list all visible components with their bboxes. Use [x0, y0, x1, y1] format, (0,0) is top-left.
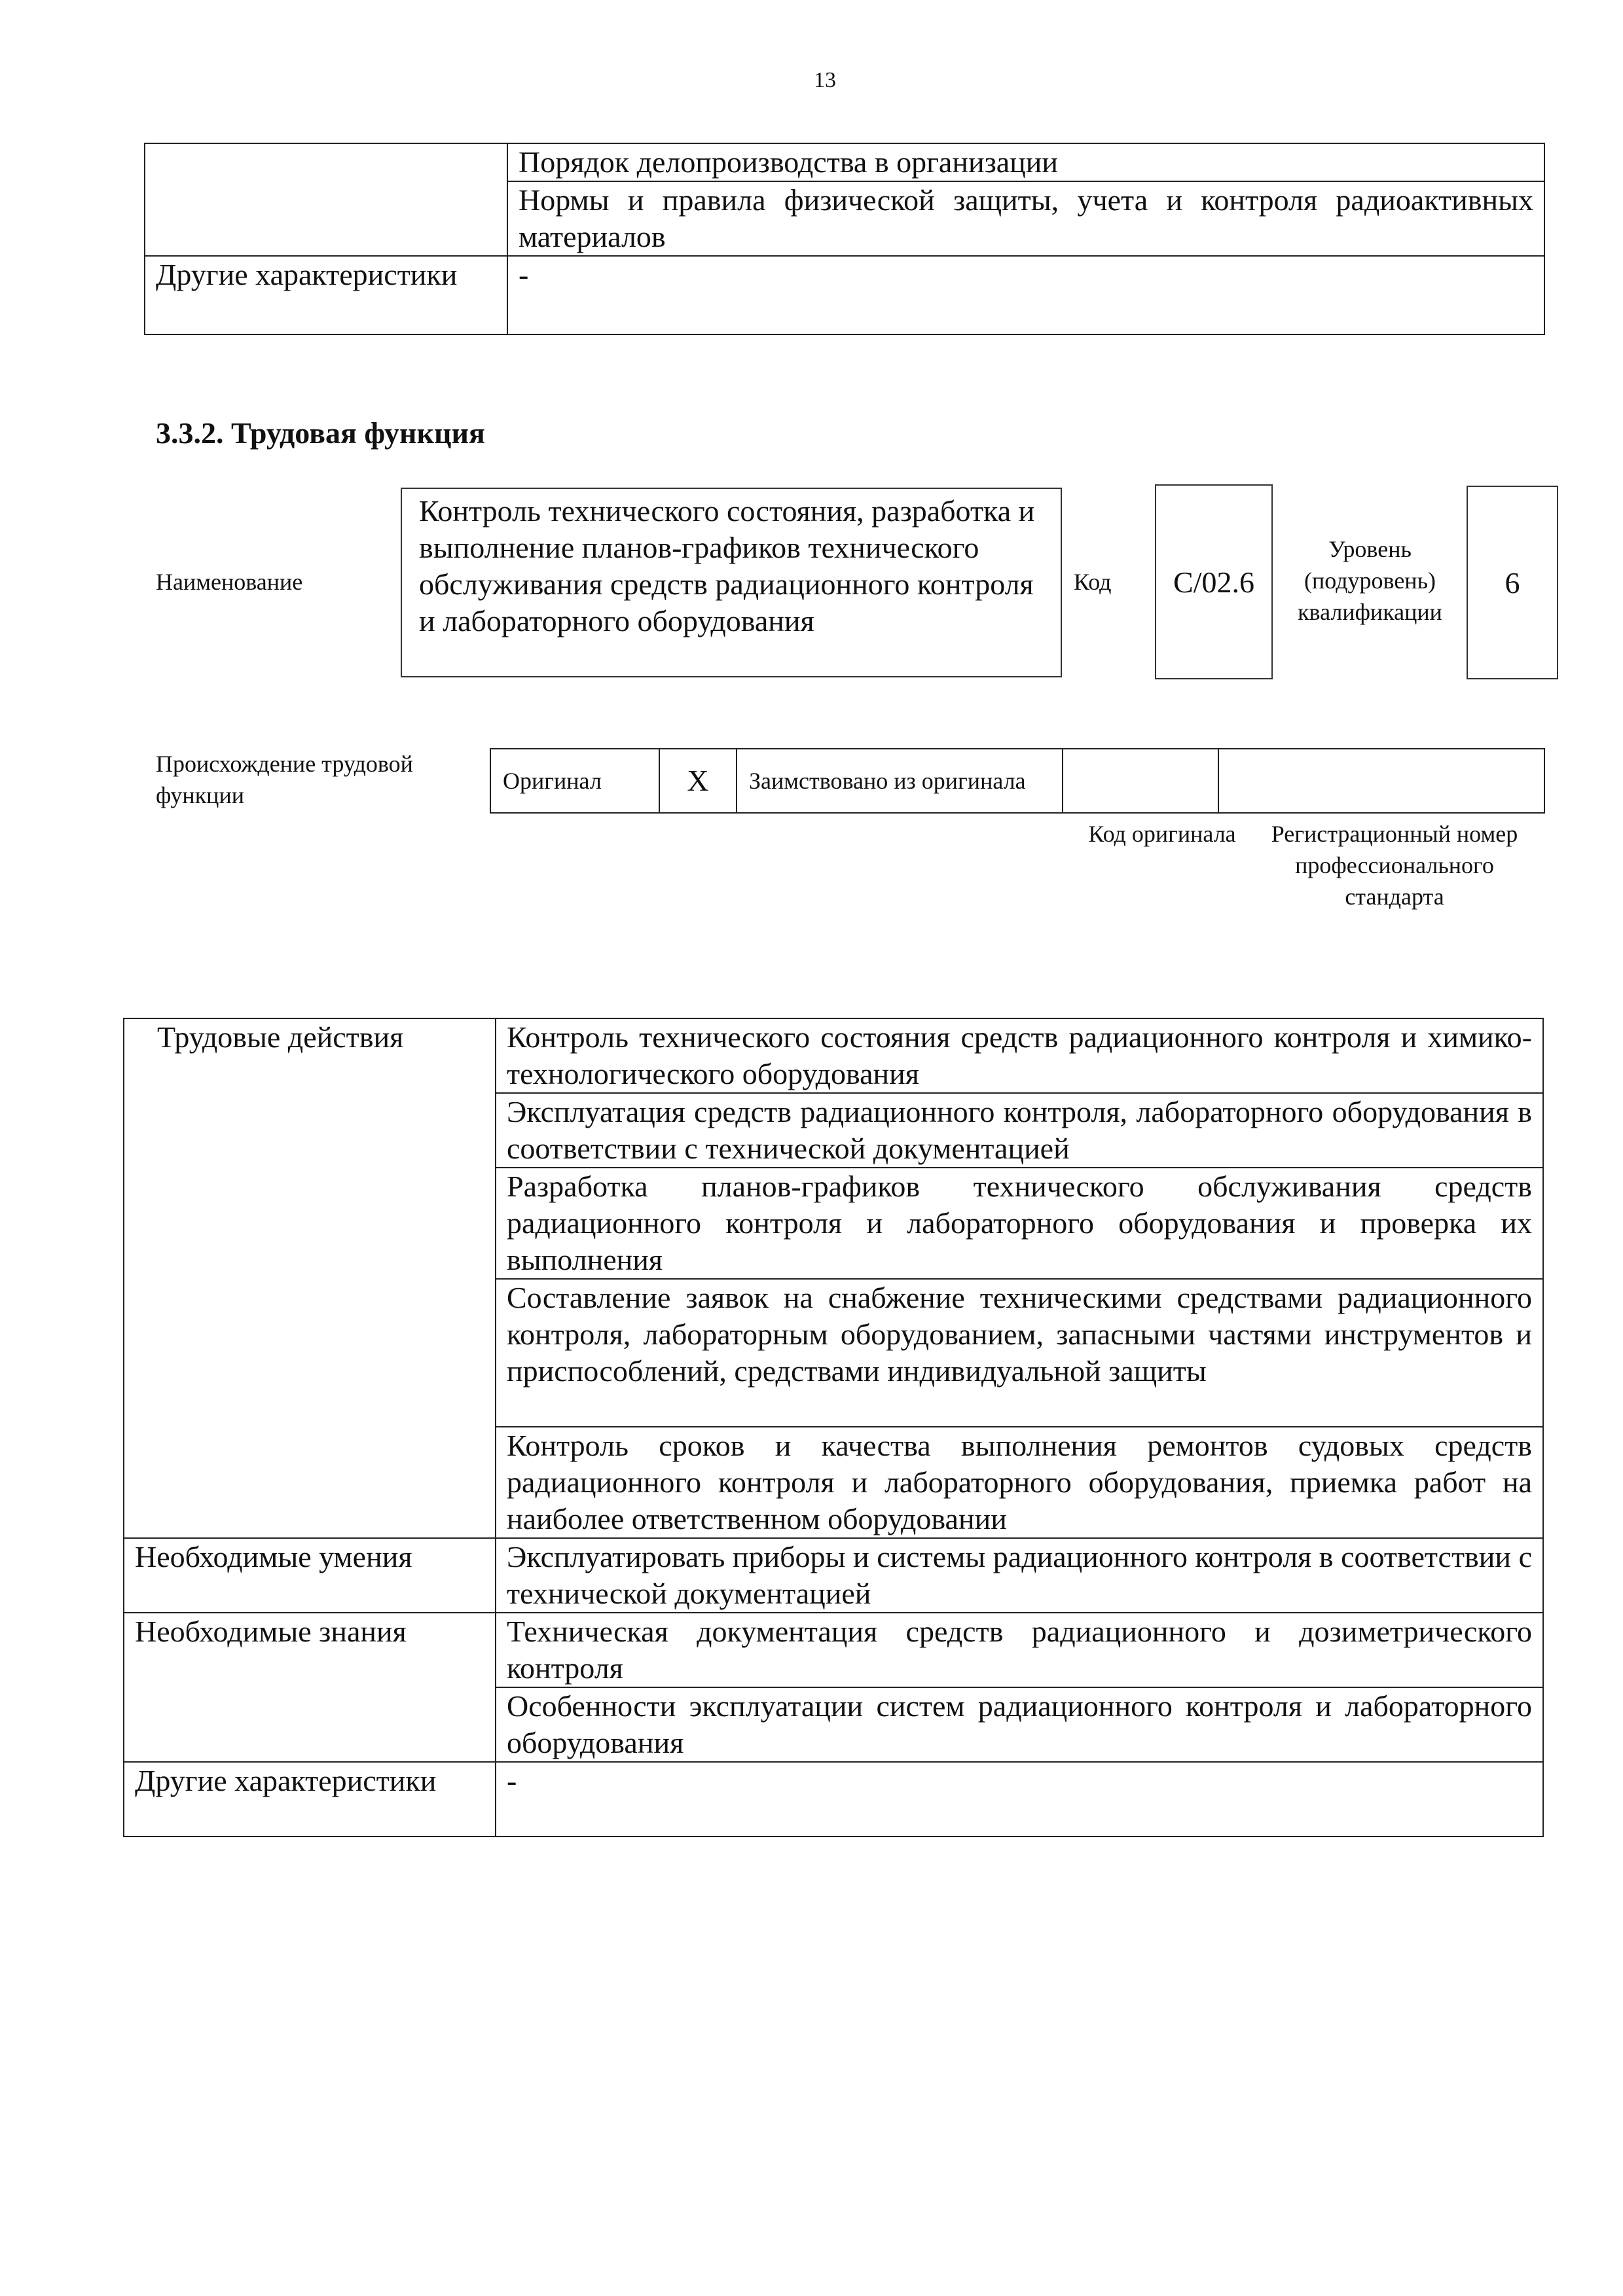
borrowed-label: Заимствовано из оригинала — [737, 749, 1063, 813]
page-number: 13 — [814, 68, 836, 92]
table-cell-label — [145, 143, 507, 256]
original-mark: X — [659, 749, 737, 813]
table-row — [145, 143, 1544, 181]
level-label: Уровень (подуровень) квалификации — [1298, 536, 1442, 625]
table-row — [124, 1538, 1543, 1613]
other-characteristics-label: Другие характеристики — [124, 1762, 496, 1837]
table-cell-text: Нормы и правила физической защиты, учета и контроля радиоактивных материалов — [507, 181, 1544, 256]
table-cell-text: Порядок делопроизводства в организации — [507, 143, 1544, 181]
knowledge-label: Необходимые знания — [124, 1613, 496, 1762]
knowledge-item: Техническая документация средств радиационного и дозиметрического контроля — [496, 1613, 1543, 1687]
table-row — [490, 749, 1544, 813]
labor-action-item: Разработка планов-графиков технического обслуживания средств радиационного контроля и лабораторного оборудования и проверка их выполнения — [496, 1168, 1543, 1279]
labor-action-item: Эксплуатация средств радиационного контроля, лабораторного оборудования в соответствии с технической документацией — [496, 1093, 1543, 1168]
table-cell-label: Другие характеристики — [145, 256, 507, 334]
labor-action-item: Контроль сроков и качества выполнения ремонтов судовых средств радиационного контроля и лабораторного оборудования, приемка работ на наиболее ответственном оборудовании — [496, 1427, 1543, 1538]
section-heading: 3.3.2. Трудовая функция — [156, 416, 485, 450]
labor-actions-label: Трудовые действия — [124, 1018, 496, 1538]
table-row — [124, 1762, 1543, 1837]
table-cell-text: - — [507, 256, 1544, 334]
code-caption: Код оригинала — [1088, 821, 1236, 847]
skill-item: Эксплуатировать приборы и системы радиационного контроля в соответствии с технической документацией — [496, 1538, 1543, 1613]
original-label: Оригинал — [490, 749, 659, 813]
labor-action-item: Составление заявок на снабжение техническими средствами радиационного контроля, лабораторным оборудованием, запасными частями инструментов и приспособлений, средствами индивидуальной защиты — [496, 1279, 1543, 1427]
origin-table — [490, 748, 1545, 814]
original-code-cell — [1063, 749, 1218, 813]
registration-number-cell — [1218, 749, 1544, 813]
labor-function-table — [123, 1018, 1544, 1837]
code-label: Код — [1074, 569, 1112, 595]
origin-label: Происхождение трудовой функции — [156, 751, 413, 808]
table-row — [124, 1613, 1543, 1687]
skills-label: Необходимые умения — [124, 1538, 496, 1613]
code-value-box: C/02.6 — [1155, 484, 1273, 679]
function-name-box: Контроль технического состояния, разработка и выполнение планов-графиков технического обслуживания средств радиационного контроля и лабораторного оборудования — [401, 488, 1062, 677]
previous-function-table — [144, 143, 1545, 335]
table-row — [124, 1018, 1543, 1093]
table-row — [145, 256, 1544, 334]
name-label: Наименование — [156, 569, 303, 595]
other-characteristics-value: - — [496, 1762, 1543, 1837]
registration-caption: Регистрационный номер профессионального стандарта — [1271, 821, 1518, 910]
level-value-box: 6 — [1467, 486, 1558, 679]
knowledge-item: Особенности эксплуатации систем радиационного контроля и лабораторного оборудования — [496, 1687, 1543, 1762]
labor-action-item: Контроль технического состояния средств радиационного контроля и химико-технологического оборудования — [496, 1018, 1543, 1093]
